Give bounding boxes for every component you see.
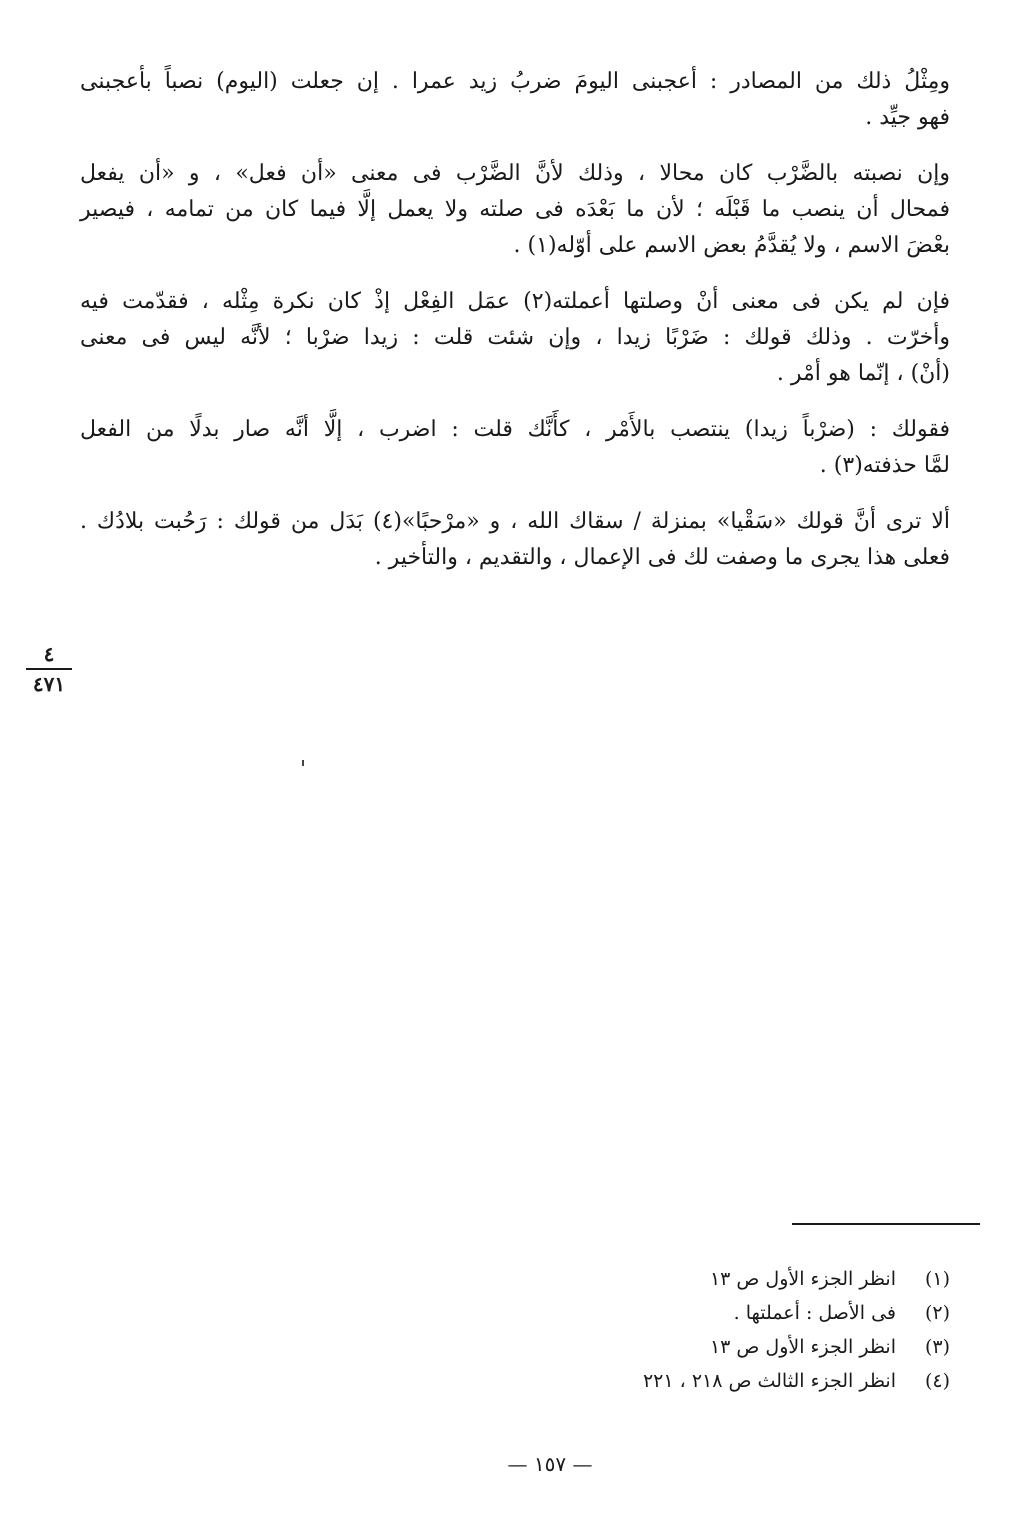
footnote-number: (١)	[924, 1268, 950, 1290]
text-line: بعْضَ الاسم ، ولا يُقدَّمُ بعض الاسم على أوّله(١) .	[513, 233, 950, 258]
footnote-text: انظر الجزء الأول ص ١٣	[709, 1336, 896, 1358]
margin-reference-page: ٤٧١	[32, 672, 66, 696]
margin-reference	[22, 642, 76, 696]
text-line: فمحال أن ينصب ما قَبْلَه ؛ لأن ما بَعْدَه فى صلته ولا يعمل إلَّا فيما كان من تمامه ، فيصير	[80, 197, 950, 222]
text-line: ومِثْلُ ذلك من المصادر : أعجبنى اليومَ ضربُ زيد عمرا . إن جعلت (اليوم) نصباً بأعجبنى	[80, 69, 950, 94]
text-line: فإن لم يكن فى معنى أنْ وصلتها أعملته(٢) عمَل الفِعْل إذْ كان نكرة مِثْله ، فقدّمت فيه	[80, 289, 951, 314]
footnote-text: انظر الجزء الأول ص ١٣	[709, 1268, 896, 1290]
paragraph-1	[80, 64, 950, 136]
text-line: فعلى هذا يجرى ما وصفت لك فى الإعمال ، والتقديم ، والتأخير .	[374, 545, 950, 570]
text-line: فهو جيِّد .	[865, 105, 950, 130]
text-line: وإن نصبته بالضَّرْب كان محالا ، وذلك لأنَّ الضَّرْب فى معنى «أن فعل» ، و «أن يفعل	[80, 161, 950, 186]
main-text	[80, 64, 950, 596]
footnote	[350, 1330, 950, 1364]
page-number: — ١٥٧ —	[507, 1452, 593, 1476]
text-line: وأخرّت . وذلك قولك : ضَرْبًا زيدا ، وإن شئت قلت : زيدا ضرْبا ؛ لأنَّه ليس فى معنى	[80, 325, 950, 350]
footnotes	[350, 1262, 950, 1398]
text-line: ألا ترى أنَّ قولك «سَقْيا» بمنزلة / سقاك الله ، و «مرْحبًا»(٤) بَدَل من قولك : رَحُبت بلادُك .	[80, 509, 950, 534]
paragraph-3	[80, 284, 950, 392]
paragraph-4	[80, 412, 950, 484]
footnote-text: فى الأصل : أعملتها .	[733, 1302, 896, 1324]
footnote-text: انظر الجزء الثالث ص ٢١٨ ، ٢٢١	[642, 1370, 896, 1392]
print-speck	[302, 760, 304, 766]
footnote	[350, 1364, 950, 1398]
text-line: لمَّا حذفته(٣) .	[819, 453, 950, 478]
text-line: فقولك : (ضرْباً زيدا) ينتصب بالأَمْر ، كأَنَّك قلت : اضرب ، إلَّا أنَّه صار بدلًا من الفعل	[80, 417, 950, 442]
footnote-number: (٢)	[924, 1302, 950, 1324]
paragraph-2	[80, 156, 950, 264]
paragraph-5	[80, 504, 950, 576]
margin-reference-volume: ٤	[43, 642, 55, 666]
footnote-separator	[792, 1223, 980, 1225]
text-line: (أنْ) ، إنّما هو أمْر .	[776, 361, 950, 386]
footnote-number: (٣)	[924, 1336, 950, 1358]
footnote	[350, 1296, 950, 1330]
footnote	[350, 1262, 950, 1296]
footnote-number: (٤)	[924, 1370, 950, 1392]
margin-reference-rule	[26, 668, 72, 670]
